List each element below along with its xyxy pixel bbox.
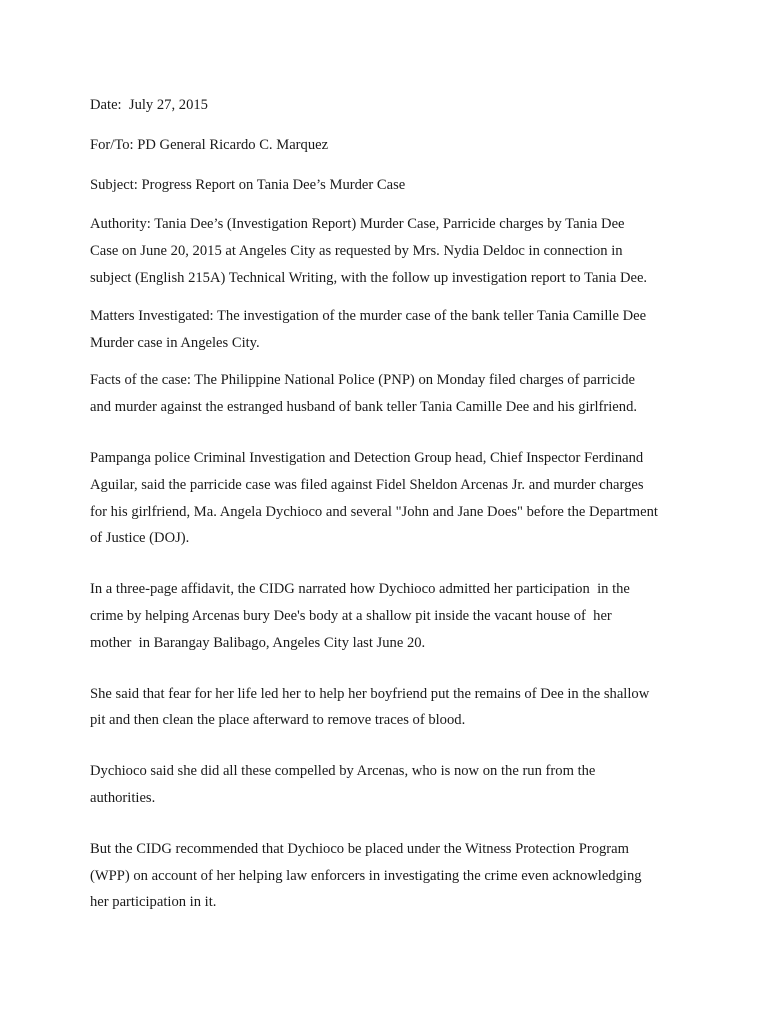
body-line: mother in Barangay Balibago, Angeles City last June 20. [90, 634, 426, 651]
body-line: She said that fear for her life led her to help her boyfriend put the remains of Dee in the shallow [90, 685, 650, 702]
matters-line-1: Matters Investigated: The investigation of the murder case of the bank teller Tania Camille Dee [90, 307, 647, 324]
body-paragraph-wpp [90, 836, 690, 916]
body-paragraph-cidg-head [90, 445, 690, 552]
body-line: pit and then clean the place afterward to remove traces of blood. [90, 712, 466, 729]
authority-line-2: Case on June 20, 2015 at Angeles City as requested by Mrs. Nydia Deldoc in connection in [90, 243, 623, 260]
facts-line-2: and murder against the estranged husband of bank teller Tania Camille Dee and his girlfriend. [90, 399, 638, 416]
body-line: Dychioco said she did all these compelled by Arcenas, who is now on the run from the [90, 763, 596, 780]
document-page [90, 92, 690, 940]
authority-line-1: Authority: Tania Dee’s (Investigation Report) Murder Case, Parricide charges by Tania Dee [90, 216, 625, 233]
facts-paragraph [90, 367, 690, 421]
recipient-text: For/To: PD General Ricardo C. Marquez [90, 136, 329, 153]
date-text: Date: July 27, 2015 [90, 97, 208, 113]
date-line [90, 92, 690, 119]
authority-paragraph [90, 211, 690, 291]
subject-text: Subject: Progress Report on Tania Dee’s Murder Case [90, 176, 406, 193]
body-line: authorities. [90, 789, 156, 806]
body-paragraph-compelled [90, 758, 690, 812]
body-line: her participation in it. [90, 894, 217, 911]
facts-line-1: Facts of the case: The Philippine National Police (PNP) on Monday filed charges of parricide [90, 372, 635, 389]
recipient-line [90, 132, 690, 159]
body-line: In a three-page affidavit, the CIDG narrated how Dychioco admitted her participation in the [90, 581, 630, 598]
body-line: But the CIDG recommended that Dychioco be placed under the Witness Protection Program [90, 840, 629, 857]
body-line: crime by helping Arcenas bury Dee's body at a shallow pit inside the vacant house of her [90, 607, 612, 624]
matters-line-2: Murder case in Angeles City. [90, 334, 260, 351]
authority-line-3: subject (English 215A) Technical Writing, with the follow up investigation report to Tania Dee. [90, 269, 648, 286]
body-paragraph-fear [90, 681, 690, 735]
body-line: Aguilar, said the parricide case was filed against Fidel Sheldon Arcenas Jr. and murder charges [90, 476, 644, 493]
body-line: of Justice (DOJ). [90, 530, 190, 547]
matters-investigated-paragraph [90, 303, 690, 357]
body-line: Pampanga police Criminal Investigation and Detection Group head, Chief Inspector Ferdinand [90, 449, 644, 466]
body-paragraph-affidavit [90, 576, 690, 656]
body-line: for his girlfriend, Ma. Angela Dychioco and several "John and Jane Does" before the Department [90, 503, 658, 520]
body-line: (WPP) on account of her helping law enforcers in investigating the crime even acknowledging [90, 867, 642, 884]
subject-line [90, 172, 690, 199]
